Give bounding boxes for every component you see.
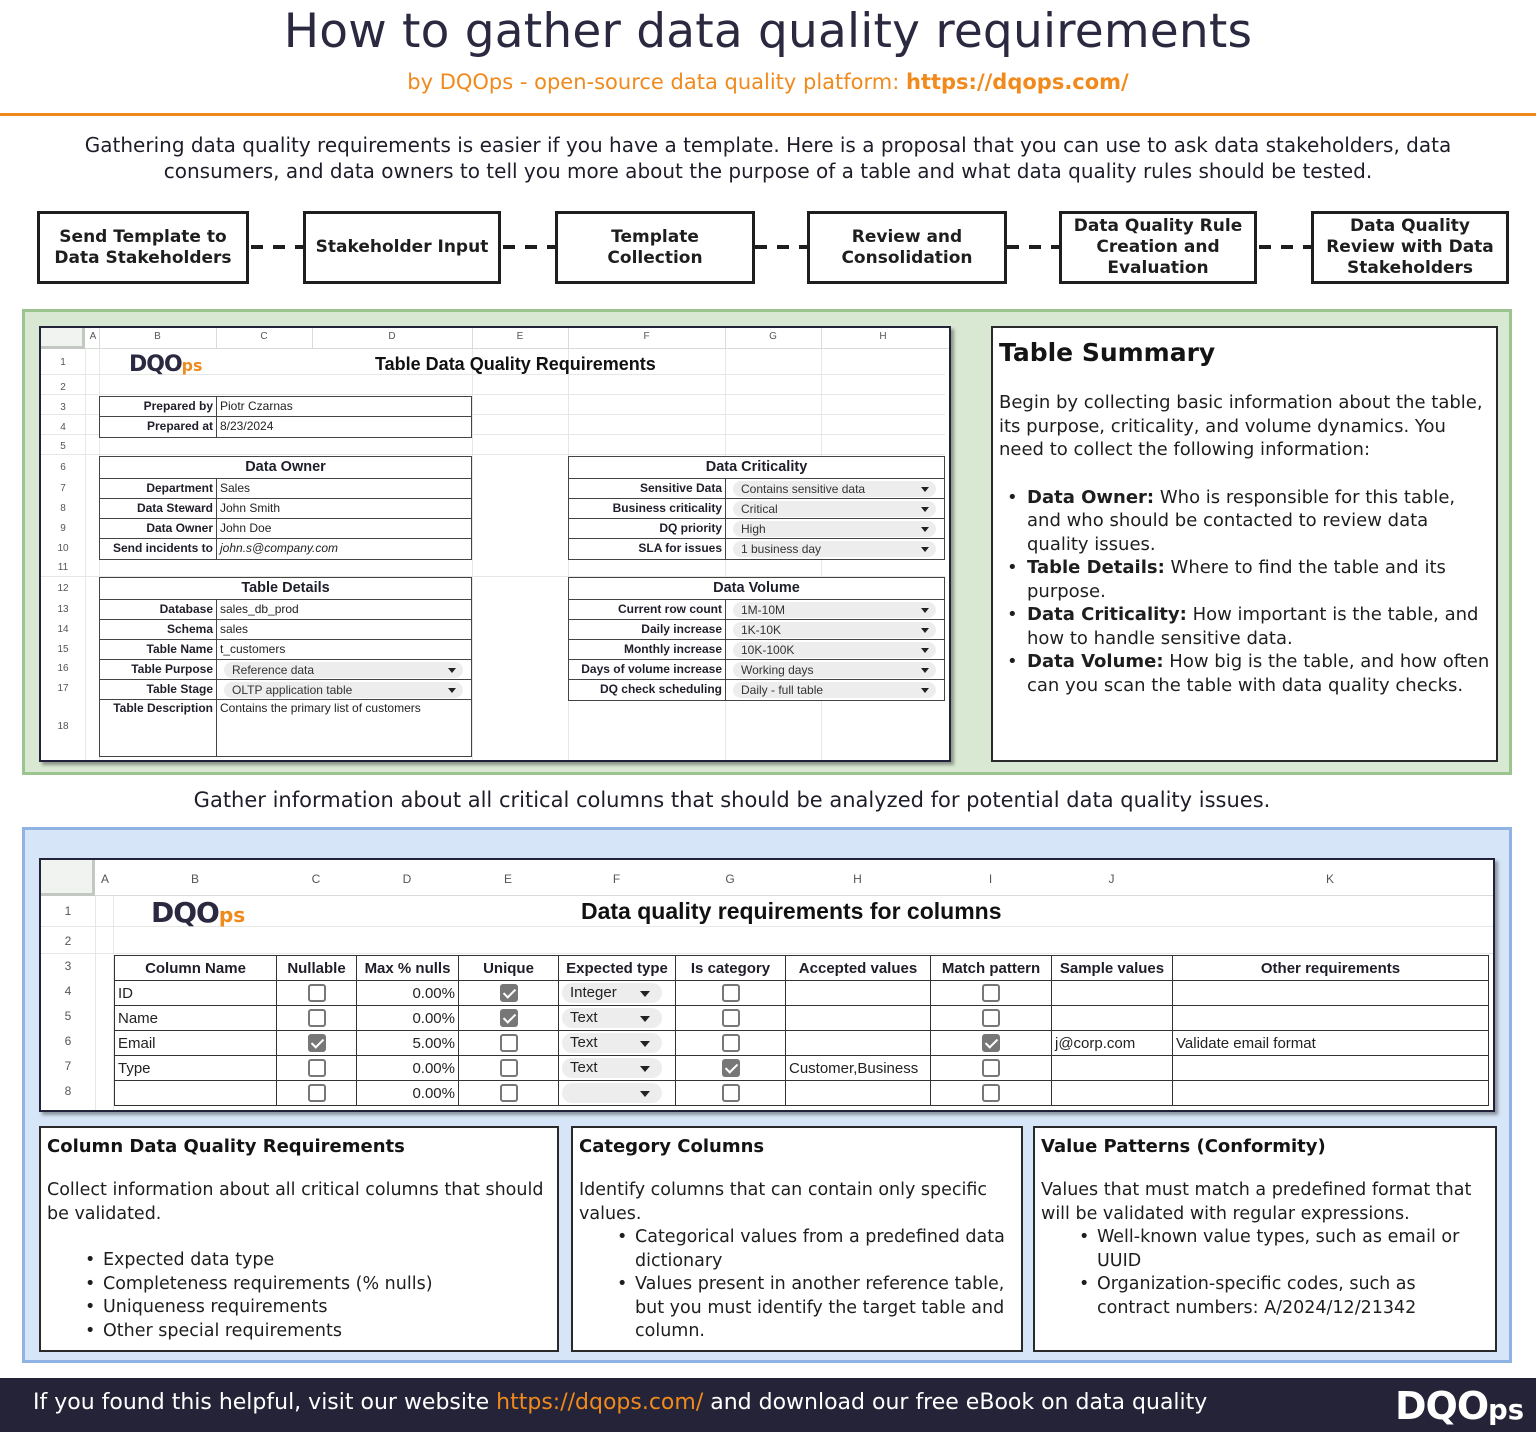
panel-title: Column Data Quality Requirements [47, 1136, 405, 1157]
column-header: Is category [676, 956, 786, 981]
column-name-cell[interactable]: Name [115, 1006, 277, 1031]
is-category-checkbox[interactable] [722, 1034, 740, 1052]
nullable-checkbox[interactable] [308, 1059, 326, 1077]
column-header[interactable]: J [1108, 872, 1115, 886]
chevron-down-icon [640, 1091, 650, 1097]
list-item: • Well-known value types, such as email or UUID [1041, 1226, 1489, 1273]
other-requirements-cell[interactable] [1173, 981, 1489, 1006]
dqops-logo: DQOps [151, 896, 246, 929]
field-label: Days of volume increase [569, 660, 726, 679]
intro-text: Gathering data quality requirements is easier if you have a template. Here is a proposal that you can use to ask data stakeholders, data consumers, and data owners to tell you more about the purpose of a table and what data quality rules should be tested. [84, 133, 1452, 183]
chevron-down-icon [448, 688, 456, 693]
chevron-down-icon [921, 668, 929, 673]
max-nulls-cell[interactable]: 0.00% [357, 981, 459, 1006]
column-header[interactable]: G [769, 331, 777, 342]
row-header[interactable]: 14 [57, 624, 69, 635]
match-pattern-checkbox[interactable] [982, 1084, 1000, 1102]
column-header: Match pattern [931, 956, 1052, 981]
list-item: • Categorical values from a predefined data dictionary [579, 1226, 1015, 1273]
field-label: DQ priority [569, 519, 726, 538]
expected-type-dropdown[interactable]: Integer [562, 983, 662, 1003]
chevron-down-icon [640, 1066, 650, 1072]
process-step: Send Template to Data Stakeholders [37, 211, 249, 284]
prepared-row [100, 417, 471, 437]
is-category-checkbox[interactable] [722, 984, 740, 1002]
match-pattern-checkbox[interactable] [982, 984, 1000, 1002]
panel-list [579, 1226, 1015, 1344]
page-title: How to gather data quality requirements [283, 4, 1253, 59]
column-name-cell[interactable]: ID [115, 981, 277, 1006]
column-requirements-spreadsheet [39, 858, 1495, 1112]
chevron-down-icon [640, 991, 650, 997]
process-step: Data Quality Rule Creation and Evaluation [1059, 211, 1257, 284]
dashed-connector [755, 245, 807, 249]
column-header[interactable]: C [260, 331, 268, 342]
table-summary-intro: Begin by collecting basic information about the table, its purpose, criticality, and volume dynamics. You need to collect the following information: [999, 392, 1483, 460]
row-header[interactable]: 6 [64, 1034, 72, 1048]
table-requirements-spreadsheet [39, 326, 951, 762]
chevron-down-icon [921, 648, 929, 653]
other-requirements-cell[interactable]: Validate email format [1173, 1031, 1489, 1056]
table-name-value[interactable]: t_customers [220, 642, 286, 656]
header-divider [0, 113, 1536, 116]
column-name-cell[interactable]: Email [115, 1031, 277, 1056]
chevron-down-icon [921, 628, 929, 633]
subtitle [0, 70, 1536, 94]
dq-priority-dropdown[interactable]: High [733, 521, 936, 537]
list-item: • Organization-specific codes, such as contract numbers: A/2024/12/21342 [1041, 1273, 1489, 1320]
column-header: Max % nulls [357, 956, 459, 981]
business-criticality-dropdown[interactable]: Critical [733, 501, 936, 517]
field-label: Current row count [569, 600, 726, 619]
column-header[interactable]: A [89, 331, 97, 342]
chevron-down-icon [640, 1016, 650, 1022]
table-requirements-section [22, 309, 1512, 775]
column-name-cell[interactable]: Type [115, 1056, 277, 1081]
sheet-title: Data quality requirements for columns [581, 898, 1002, 924]
data-criticality-table [568, 456, 945, 560]
row-header[interactable]: 3 [60, 402, 66, 413]
column-header: Sample values [1052, 956, 1173, 981]
sla-dropdown[interactable]: 1 business day [733, 541, 936, 557]
subtitle-link[interactable]: https://dqops.com/ [906, 70, 1129, 94]
row-header[interactable]: 9 [60, 523, 66, 534]
schema-value[interactable]: sales [220, 622, 249, 636]
list-item: • Data Criticality: How important is the table, and how to handle sensitive data. [999, 603, 1490, 650]
row-header[interactable]: 7 [60, 483, 66, 494]
table-row [115, 1081, 1489, 1106]
column-header[interactable]: C [311, 872, 321, 886]
list-item: • Uniqueness requirements [47, 1296, 551, 1320]
other-requirements-cell[interactable] [1173, 1081, 1489, 1106]
list-item: • Other special requirements [47, 1320, 551, 1344]
chevron-down-icon [921, 688, 929, 693]
panel-text: Identify columns that can contain only specific values. [579, 1180, 988, 1224]
nullable-checkbox[interactable] [308, 1034, 326, 1052]
field-label: SLA for issues [569, 539, 726, 559]
field-label: Prepared at [100, 417, 217, 437]
column-header[interactable]: K [1325, 872, 1334, 886]
footer-text: If you found this helpful, visit our website https://dqops.com/ and download our free eBook on data quality [33, 1390, 1208, 1415]
value-patterns-panel [1033, 1126, 1497, 1352]
chevron-down-icon [921, 608, 929, 613]
table-summary-list [999, 486, 1490, 698]
sheet-title: Table Data Quality Requirements [375, 354, 656, 374]
data-volume-table [568, 577, 945, 701]
column-header[interactable]: B [190, 872, 199, 886]
is-category-checkbox[interactable] [722, 1009, 740, 1027]
row-header[interactable]: 8 [64, 1084, 72, 1098]
field-label: Table Description [100, 700, 217, 756]
column-header[interactable]: E [503, 872, 512, 886]
column-dq-requirements-panel [39, 1126, 559, 1352]
column-header: Nullable [277, 956, 357, 981]
row-header[interactable]: 13 [57, 604, 69, 615]
column-header[interactable]: B [154, 331, 161, 342]
process-step: Review and Consolidation [807, 211, 1007, 284]
max-nulls-cell[interactable]: 5.00% [357, 1031, 459, 1056]
row-header[interactable]: 4 [64, 984, 72, 998]
row-header[interactable]: 18 [57, 721, 69, 732]
field-label: Sensitive Data [569, 479, 726, 498]
is-category-checkbox[interactable] [722, 1059, 740, 1077]
expected-type-dropdown[interactable]: Text [562, 1033, 662, 1053]
monthly-increase-dropdown[interactable]: 10K-100K [733, 642, 936, 658]
row-header[interactable]: 3 [64, 959, 72, 973]
section-heading: Data Volume [569, 578, 944, 600]
panel-text: Values that must match a predefined format that will be validated with regular expressions. [1041, 1180, 1472, 1224]
sample-values-cell[interactable]: j@corp.com [1052, 1031, 1173, 1056]
accepted-values-cell[interactable]: Customer,Business [786, 1056, 931, 1081]
row-header[interactable]: 12 [57, 583, 69, 594]
match-pattern-checkbox[interactable] [982, 1034, 1000, 1052]
column-header[interactable]: F [643, 331, 650, 342]
column-name-cell[interactable] [115, 1081, 277, 1106]
accepted-values-cell[interactable] [786, 981, 931, 1006]
unique-checkbox[interactable] [500, 1084, 518, 1102]
department-value[interactable]: Sales [220, 481, 251, 495]
column-header-bar [41, 860, 1493, 896]
section-heading: Data Criticality [569, 457, 944, 479]
column-header: Accepted values [786, 956, 931, 981]
send-incidents-value[interactable]: john.s@company.com [220, 541, 339, 555]
row-header[interactable]: 17 [57, 683, 69, 694]
table-stage-dropdown[interactable]: OLTP application table [224, 682, 463, 698]
sample-values-cell[interactable] [1052, 981, 1173, 1006]
sample-values-cell[interactable] [1052, 1006, 1173, 1031]
dashed-connector [503, 245, 555, 249]
daily-increase-dropdown[interactable]: 1K-10K [733, 622, 936, 638]
column-header[interactable]: D [402, 872, 412, 886]
sensitive-data-dropdown[interactable]: Contains sensitive data [733, 481, 936, 497]
other-requirements-cell[interactable] [1173, 1056, 1489, 1081]
unique-checkbox[interactable] [500, 984, 518, 1002]
list-item: • Values present in another reference table, but you must identify the target table and column. [579, 1273, 1015, 1344]
nullable-checkbox[interactable] [308, 1009, 326, 1027]
footer-banner [0, 1378, 1536, 1432]
subtitle-prefix: by DQOps - open-source data quality platform: [407, 70, 906, 94]
row-header[interactable]: 2 [64, 934, 72, 948]
list-item: • Data Volume: How big is the table, and how often can you scan the table with data quality checks. [999, 650, 1490, 697]
dashed-connector [1259, 245, 1311, 249]
process-step: Data Quality Review with Data Stakeholders [1311, 211, 1509, 284]
column-header[interactable]: H [853, 872, 862, 886]
list-item: • Table Details: Where to find the table and its purpose. [999, 556, 1490, 603]
unique-checkbox[interactable] [500, 1059, 518, 1077]
expected-type-dropdown[interactable]: Text [562, 1058, 662, 1078]
is-category-checkbox[interactable] [722, 1084, 740, 1102]
process-step: Template Collection [555, 211, 755, 284]
column-header[interactable]: D [388, 331, 396, 342]
dqops-logo: DQOps [1394, 1384, 1524, 1428]
list-item: • Data Owner: Who is responsible for this table, and who should be contacted to review data quality issues. [999, 486, 1490, 557]
table-description-value[interactable]: Contains the primary list of customers [220, 701, 421, 715]
category-columns-panel [571, 1126, 1023, 1352]
panel-list [47, 1249, 551, 1343]
list-item: • Expected data type [47, 1249, 551, 1273]
prepared-row [100, 397, 471, 417]
sample-values-cell[interactable] [1052, 1056, 1173, 1081]
expected-type-dropdown[interactable]: Text [562, 1008, 662, 1028]
match-pattern-checkbox[interactable] [982, 1059, 1000, 1077]
panel-text: Collect information about all critical columns that should be validated. [47, 1180, 544, 1224]
field-label: Monthly increase [569, 640, 726, 659]
chevron-down-icon [448, 668, 456, 673]
database-value[interactable]: sales_db_prod [220, 602, 299, 616]
chevron-down-icon [921, 547, 929, 552]
field-label: Database [100, 600, 217, 619]
process-step: Stakeholder Input [303, 211, 501, 284]
row-header[interactable]: 2 [60, 382, 66, 393]
field-label: Table Stage [100, 680, 217, 699]
max-nulls-cell[interactable]: 0.00% [357, 1081, 459, 1106]
accepted-values-cell[interactable] [786, 1006, 931, 1031]
max-nulls-cell[interactable]: 0.00% [357, 1056, 459, 1081]
table-row [115, 1056, 1489, 1081]
field-label: Data Owner [100, 519, 217, 538]
row-count-dropdown[interactable]: 1M-10M [733, 602, 936, 618]
table-details-table [99, 577, 472, 757]
table-summary-panel [991, 326, 1498, 762]
column-header: Unique [459, 956, 559, 981]
row-header[interactable]: 4 [60, 422, 66, 433]
field-label: Schema [100, 620, 217, 639]
sample-values-cell[interactable] [1052, 1081, 1173, 1106]
row-header[interactable]: 15 [57, 644, 69, 655]
field-label: Daily increase [569, 620, 726, 639]
column-header: Expected type [559, 956, 676, 981]
row-header[interactable]: 11 [57, 562, 69, 573]
column-requirements-section [22, 827, 1512, 1363]
table-row [115, 1006, 1489, 1031]
select-all-corner[interactable] [41, 860, 95, 896]
table-header-row [115, 956, 1489, 981]
column-header[interactable]: H [879, 331, 887, 342]
row-header[interactable]: 5 [64, 1009, 72, 1023]
column-header[interactable]: A [100, 872, 109, 886]
row-header[interactable]: 6 [60, 462, 66, 473]
prepared-by-value[interactable]: Piotr Czarnas [220, 399, 293, 413]
column-header[interactable]: E [516, 331, 524, 342]
nullable-checkbox[interactable] [308, 984, 326, 1002]
expected-type-dropdown[interactable] [562, 1083, 662, 1103]
unique-checkbox[interactable] [500, 1009, 518, 1027]
prepared-at-value[interactable]: 8/23/2024 [220, 419, 274, 433]
dashed-connector [1007, 245, 1059, 249]
table-row [115, 981, 1489, 1006]
chevron-down-icon [921, 527, 929, 532]
row-header[interactable]: 1 [64, 904, 72, 918]
data-steward-value[interactable]: John Smith [220, 501, 281, 515]
dqops-logo: DQOps [129, 352, 203, 377]
other-requirements-cell[interactable] [1173, 1006, 1489, 1031]
data-owner-value[interactable]: John Doe [220, 521, 272, 535]
row-header[interactable]: 5 [60, 441, 66, 452]
nullable-checkbox[interactable] [308, 1084, 326, 1102]
footer-link[interactable]: https://dqops.com/ [496, 1390, 704, 1415]
field-label: DQ check scheduling [569, 680, 726, 700]
section-heading: Data Owner [100, 457, 471, 479]
chevron-down-icon [921, 487, 929, 492]
field-label: Table Purpose [100, 660, 217, 679]
column-header-bar [41, 328, 949, 349]
table-summary-title: Table Summary [999, 338, 1216, 367]
row-header[interactable]: 1 [60, 357, 66, 368]
accepted-values-cell[interactable] [786, 1031, 931, 1056]
dq-scheduling-dropdown[interactable]: Daily - full table [733, 682, 936, 698]
chevron-down-icon [921, 507, 929, 512]
field-label: Department [100, 479, 217, 498]
panel-title: Category Columns [579, 1136, 765, 1157]
max-nulls-cell[interactable]: 0.00% [357, 1006, 459, 1031]
accepted-values-cell[interactable] [786, 1081, 931, 1106]
unique-checkbox[interactable] [500, 1034, 518, 1052]
process-flow [37, 211, 1510, 285]
column-header[interactable]: G [725, 872, 735, 886]
match-pattern-checkbox[interactable] [982, 1009, 1000, 1027]
chevron-down-icon [640, 1041, 650, 1047]
field-label: Table Name [100, 640, 217, 659]
column-header: Other requirements [1173, 956, 1489, 981]
dashed-connector [251, 245, 303, 249]
column-header[interactable]: I [988, 872, 993, 886]
panel-list [1041, 1226, 1489, 1320]
volume-days-dropdown[interactable]: Working days [733, 662, 936, 678]
row-header[interactable]: 7 [64, 1059, 72, 1073]
row-header[interactable]: 10 [57, 543, 69, 554]
column-header[interactable]: F [612, 872, 621, 886]
field-label: Prepared by [100, 397, 217, 416]
data-owner-table [99, 456, 472, 560]
field-label: Business criticality [569, 499, 726, 518]
columns-intro-text: Gather information about all critical columns that should be analyzed for potential data quality issues. [193, 788, 1271, 812]
table-row [115, 1031, 1489, 1056]
row-header[interactable]: 16 [57, 663, 69, 674]
column-requirements-table [114, 955, 1489, 1106]
panel-title: Value Patterns (Conformity) [1041, 1136, 1326, 1157]
column-header: Column Name [115, 956, 277, 981]
list-item: • Completeness requirements (% nulls) [47, 1273, 551, 1297]
section-heading: Table Details [100, 578, 471, 600]
select-all-corner[interactable] [41, 328, 85, 349]
prepared-table [99, 396, 472, 438]
field-label: Data Steward [100, 499, 217, 518]
field-label: Send incidents to [100, 539, 217, 559]
row-header[interactable]: 8 [60, 503, 66, 514]
table-purpose-dropdown[interactable]: Reference data [224, 662, 463, 678]
